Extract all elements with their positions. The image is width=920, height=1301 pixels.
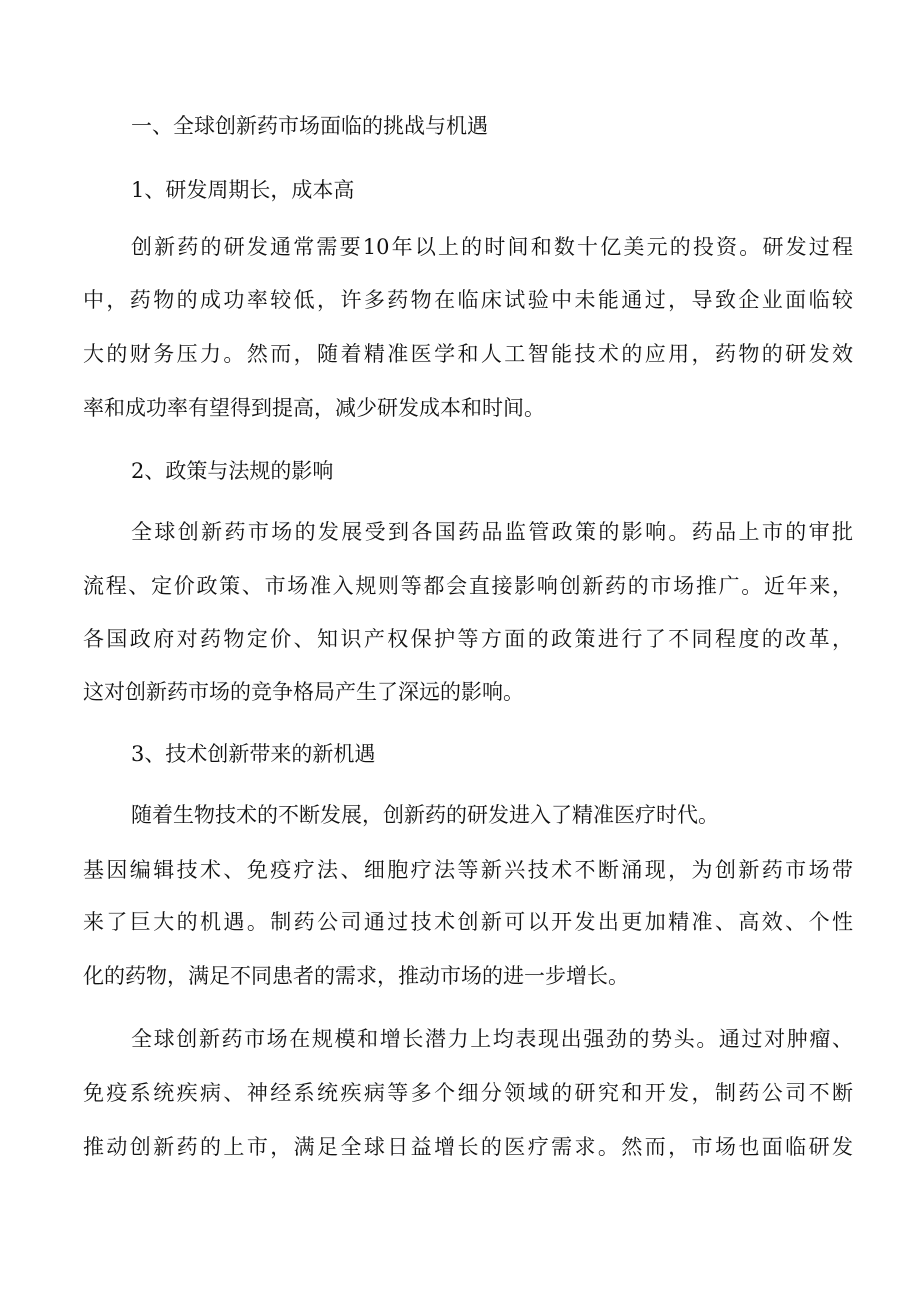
paragraph-line: 这对创新药市场的竞争格局产生了深远的影响。 (83, 680, 524, 704)
paragraph-line: 全球创新药市场的发展受到各国药品监管政策的影响。药品上市的审批 (131, 520, 853, 544)
paragraph-line: 来了巨大的机遇。制药公司通过技术创新可以开发出更加精准、高效、个性 (83, 910, 853, 934)
section-heading-3: 3、技术创新带来的新机遇 (131, 742, 376, 766)
paragraph-line: 各国政府对药物定价、知识产权保护等方面的政策进行了不同程度的改革， (83, 627, 853, 651)
paragraph-line: 基因编辑技术、免疫疗法、细胞疗法等新兴技术不断涌现，为创新药市场带 (83, 858, 853, 882)
paragraph-line: 大的财务压力。然而，随着精准医学和人工智能技术的应用，药物的研发效 (83, 342, 853, 366)
summary-line: 免疫系统疾病、神经系统疾病等多个细分领域的研究和开发，制药公司不断 (83, 1081, 853, 1105)
paragraph-line: 随着生物技术的不断发展，创新药的研发进入了精准医疗时代。 (131, 803, 719, 827)
summary-line: 推动创新药的上市，满足全球日益增长的医疗需求。然而，市场也面临研发 (83, 1135, 853, 1159)
paragraph-line: 中，药物的成功率较低，许多药物在临床试验中未能通过，导致企业面临较 (83, 288, 853, 312)
summary-line: 全球创新药市场在规模和增长潜力上均表现出强劲的势头。通过对肿瘤、 (131, 1027, 853, 1051)
paragraph-line: 流程、定价政策、市场准入规则等都会直接影响创新药的市场推广。近年来， (83, 574, 853, 598)
section-heading-1: 1、研发周期长，成本高 (131, 178, 355, 202)
paragraph-line: 率和成功率有望得到提高，减少研发成本和时间。 (83, 396, 545, 420)
section-heading-2: 2、政策与法规的影响 (131, 459, 334, 483)
paragraph-line: 创新药的研发通常需要10年以上的时间和数十亿美元的投资。研发过程 (131, 235, 853, 259)
main-heading: 一、全球创新药市场面临的挑战与机遇 (131, 114, 488, 138)
paragraph-line: 化的药物，满足不同患者的需求，推动市场的进一步增长。 (83, 964, 629, 988)
